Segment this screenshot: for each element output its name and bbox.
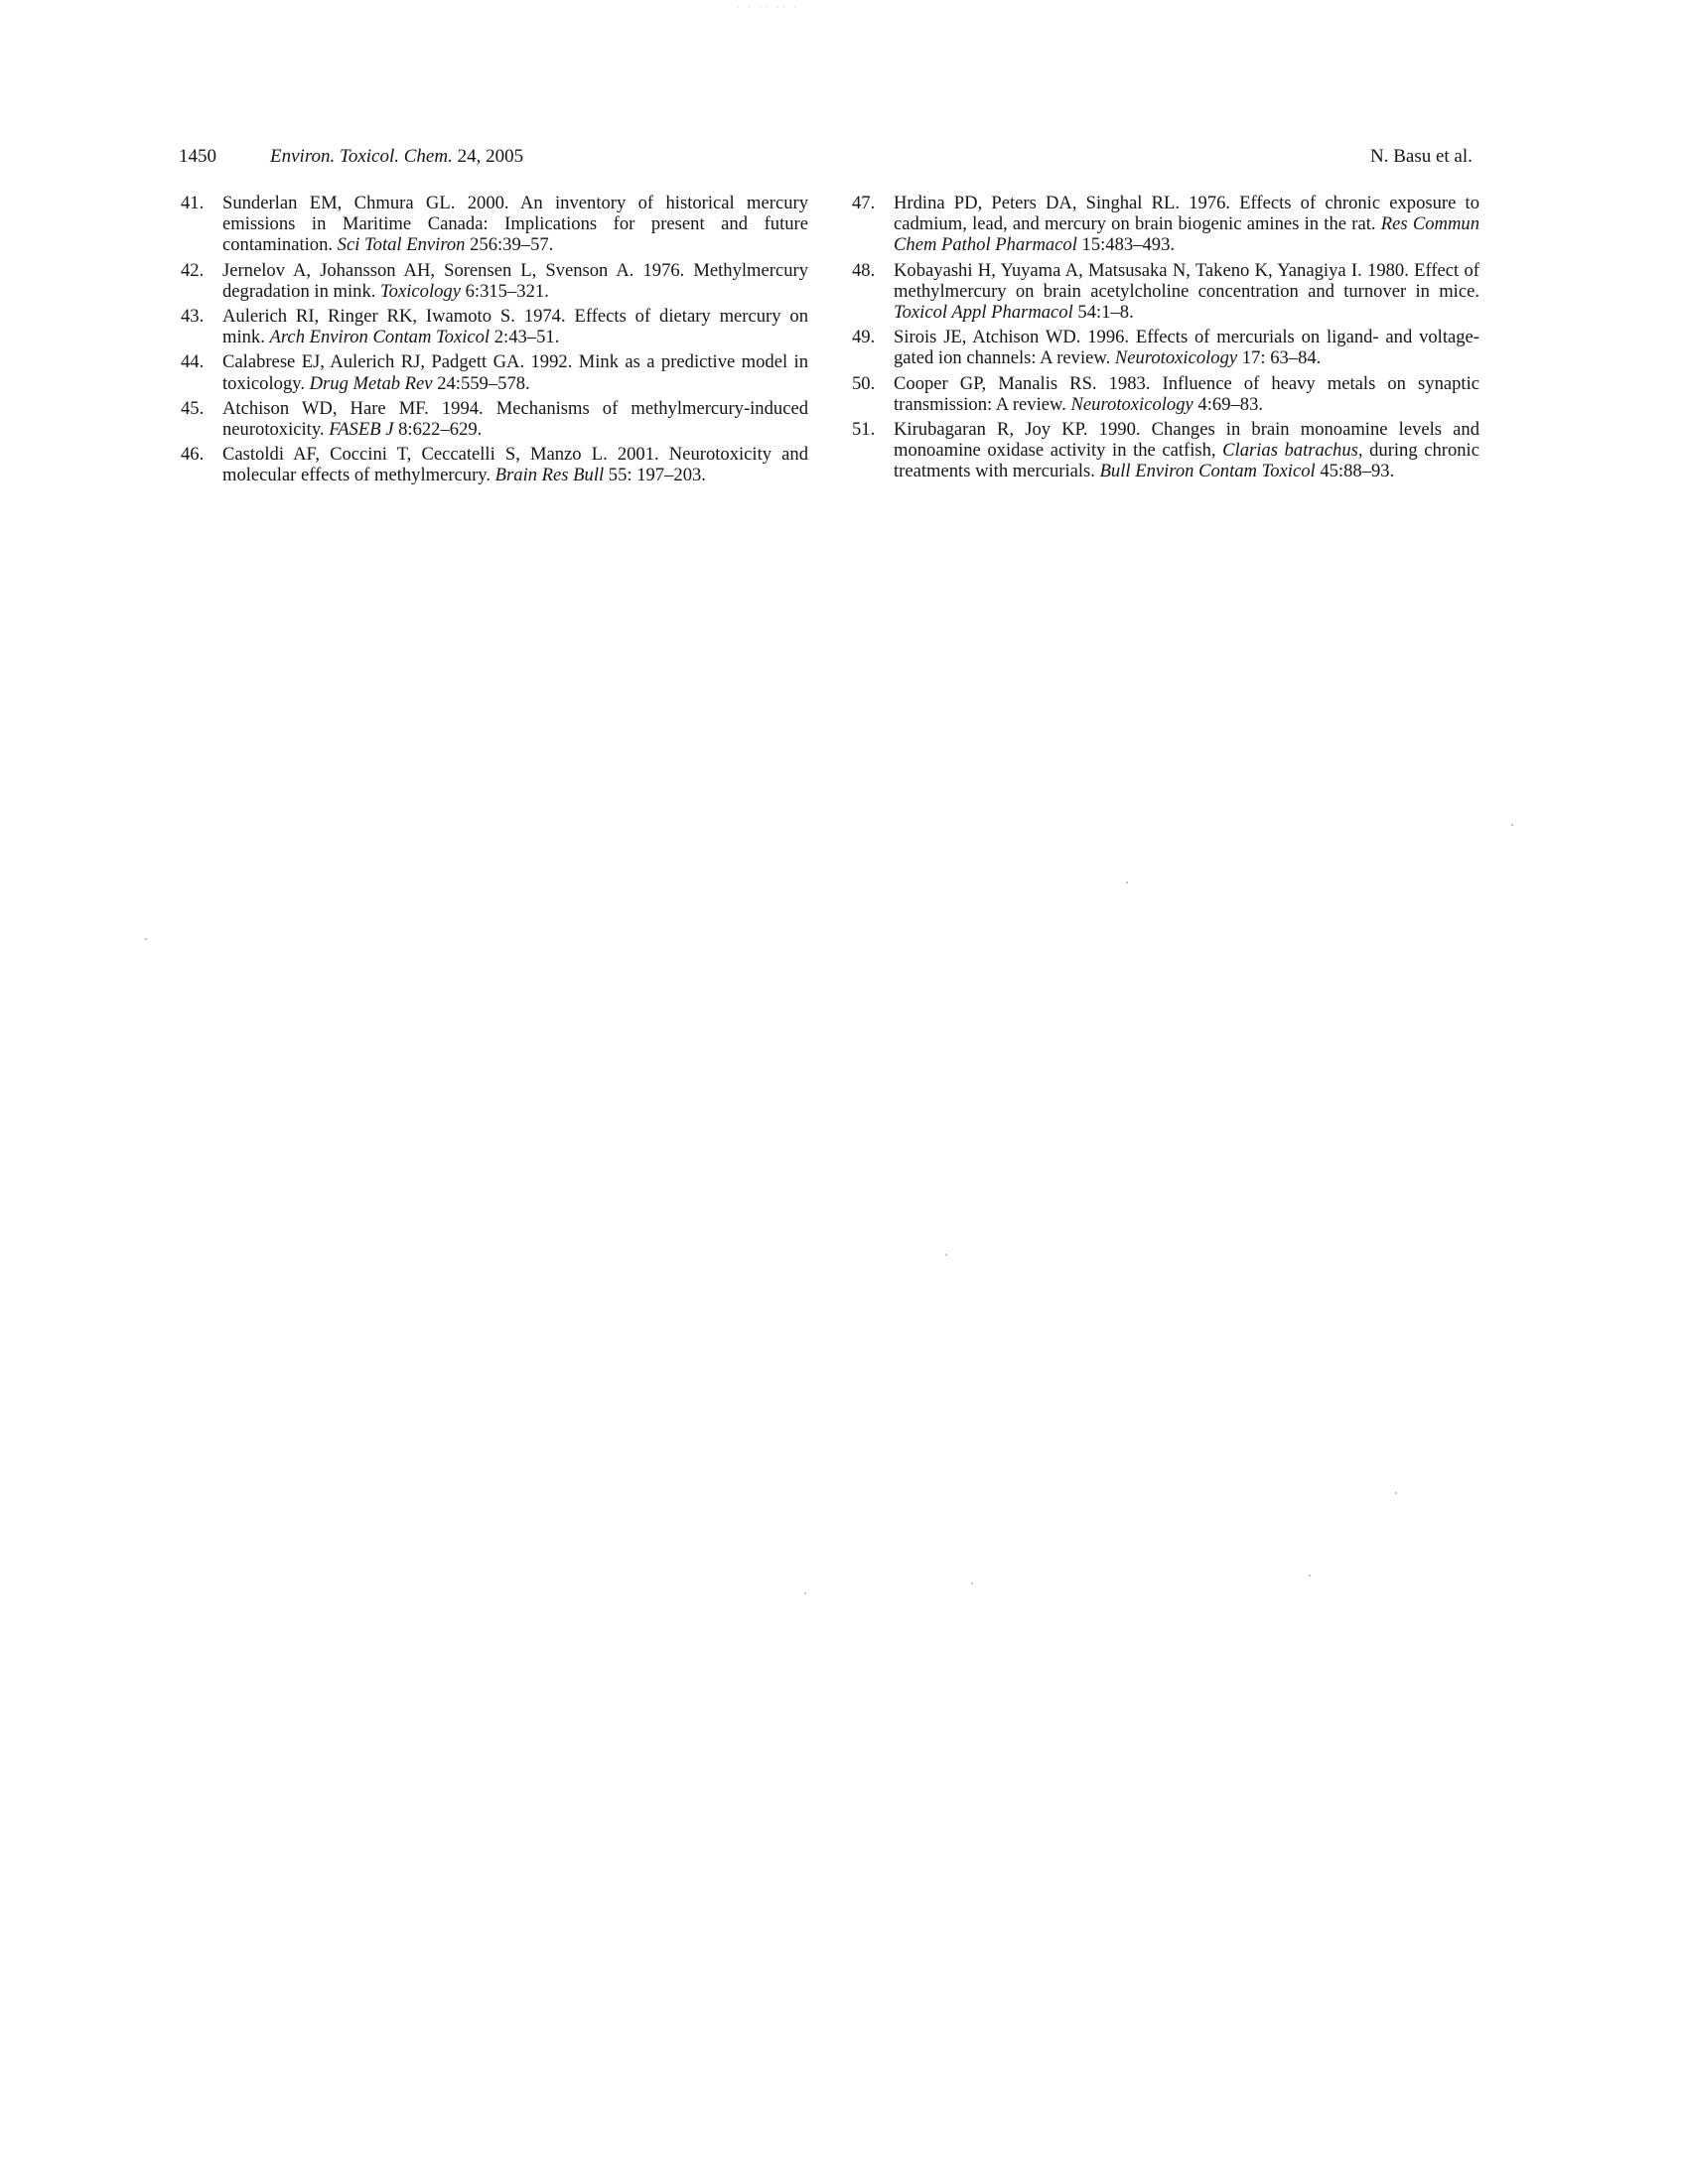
reference-item <box>181 306 808 347</box>
reference-number: 46. <box>181 444 205 466</box>
reference-text: Kirubagaran R, Joy KP. 1990. Changes in brain monoamine levels and monoamine oxidase activity in the catfish, <box>894 419 1479 462</box>
reference-journal: Bull Environ Contam Toxicol <box>1099 461 1316 482</box>
reference-volume: 4:69–83. <box>1193 393 1264 415</box>
scan-speck <box>945 1254 947 1256</box>
reference-item <box>852 373 1479 415</box>
reference-journal: Brain Res Bull <box>494 465 605 486</box>
reference-item <box>181 398 808 440</box>
reference-volume: 6:315–321. <box>460 280 549 302</box>
reference-item <box>852 419 1479 482</box>
reference-volume: 8:622–629. <box>393 419 483 441</box>
reference-volume: 24:559–578. <box>432 372 530 394</box>
references-right-column <box>852 193 1479 486</box>
reference-volume: 17: 63–84. <box>1237 347 1322 369</box>
scan-speck <box>1309 1574 1311 1576</box>
scan-speck <box>1511 824 1513 826</box>
scan-speck <box>145 938 147 940</box>
reference-text: Aulerich RI, Ringer RK, Iwamoto S. 1974. Effects of dietary mercury on mink. <box>222 306 808 348</box>
reference-text: Jernelov A, Johansson AH, Sorensen L, Svenson A. 1976. Methylmercury degradation in mink. <box>222 259 808 302</box>
reference-number: 51. <box>852 419 876 441</box>
reference-number: 45. <box>181 397 205 419</box>
scan-speck <box>804 1592 806 1594</box>
running-authors: N. Basu et al. <box>1370 146 1473 167</box>
page-number: 1450 <box>179 146 216 167</box>
reference-volume: 55: 197–203. <box>604 465 706 486</box>
running-head <box>0 145 1684 169</box>
reference-item <box>181 193 808 256</box>
reference-number: 43. <box>181 306 205 328</box>
reference-item <box>852 193 1479 256</box>
scan-speck <box>971 1582 973 1584</box>
reference-journal: Sci Total Environ <box>337 234 466 256</box>
reference-text: Cooper GP, Manalis RS. 1983. Influence of heavy metals on synaptic transmission: A review. <box>894 372 1479 415</box>
reference-journal: Arch Environ Contam Toxicol <box>269 327 491 348</box>
reference-journal: FASEB J <box>329 419 394 441</box>
scan-speck <box>1395 1492 1397 1494</box>
reference-volume: 15:483–493. <box>1076 234 1176 256</box>
reference-number: 50. <box>852 372 876 394</box>
journal-name: Environ. Toxicol. Chem. <box>270 146 453 167</box>
reference-number: 42. <box>181 259 205 281</box>
reference-item <box>852 260 1479 324</box>
journal-citation <box>270 145 523 169</box>
references-left-column <box>181 193 808 490</box>
reference-item <box>852 327 1479 368</box>
reference-journal: Drug Metab Rev <box>309 372 433 394</box>
reference-volume: 2:43–51. <box>490 327 560 348</box>
reference-volume: 45:88–93. <box>1315 461 1395 482</box>
reference-number: 49. <box>852 327 876 348</box>
reference-text: Hrdina PD, Peters DA, Singhal RL. 1976. Effects of chronic exposure to cadmium, lead, and mercury on brain biogenic amines in the rat. <box>894 193 1479 235</box>
reference-text: Sunderlan EM, Chmura GL. 2000. An inventory of historical mercury emissions in Maritime Canada: Implications for present and future contamination. <box>222 193 808 256</box>
reference-journal: Toxicology <box>380 280 461 302</box>
reference-number: 47. <box>852 193 876 213</box>
reference-text: Castoldi AF, Coccini T, Ceccatelli S, Manzo L. 2001. Neurotoxicity and molecular effects of methylmercury. <box>222 444 808 486</box>
scan-mark: · · ·· ·· · <box>737 2 799 12</box>
reference-item <box>181 351 808 393</box>
reference-text-continued: during chronic treatments with mercurials. <box>894 440 1479 482</box>
reference-number: 44. <box>181 351 205 373</box>
reference-item <box>181 444 808 485</box>
reference-journal: Neurotoxicology <box>1070 393 1193 415</box>
reference-text: Kobayashi H, Yuyama A, Matsusaka N, Takeno K, Yanagiya I. 1980. Effect of methylmercury on brain acetylcholine concentration and turnover in mice. <box>894 259 1479 302</box>
reference-text: Calabrese EJ, Aulerich RJ, Padgett GA. 1992. Mink as a predictive model in toxicology. <box>222 351 808 394</box>
reference-volume: 256:39–57. <box>465 234 554 256</box>
reference-text: Atchison WD, Hare MF. 1994. Mechanisms of methylmercury-induced neurotoxicity. <box>222 397 808 441</box>
reference-volume: 54:1–8. <box>1072 302 1134 324</box>
journal-issue: 24, 2005 <box>457 146 524 167</box>
reference-journal: Res Commun Chem Pathol Pharmacol <box>894 213 1479 256</box>
reference-item <box>181 260 808 302</box>
reference-journal: Toxicol Appl Pharmacol <box>894 302 1073 324</box>
reference-number: 41. <box>181 193 205 213</box>
reference-text: Sirois JE, Atchison WD. 1996. Effects of mercurials on ligand- and voltage-gated ion channels: A review. <box>894 327 1479 369</box>
scan-speck <box>1126 882 1128 884</box>
reference-journal: Neurotoxicology <box>1114 347 1238 369</box>
reference-number: 48. <box>852 259 876 281</box>
reference-journal: Clarias batrachus, <box>1222 440 1363 462</box>
